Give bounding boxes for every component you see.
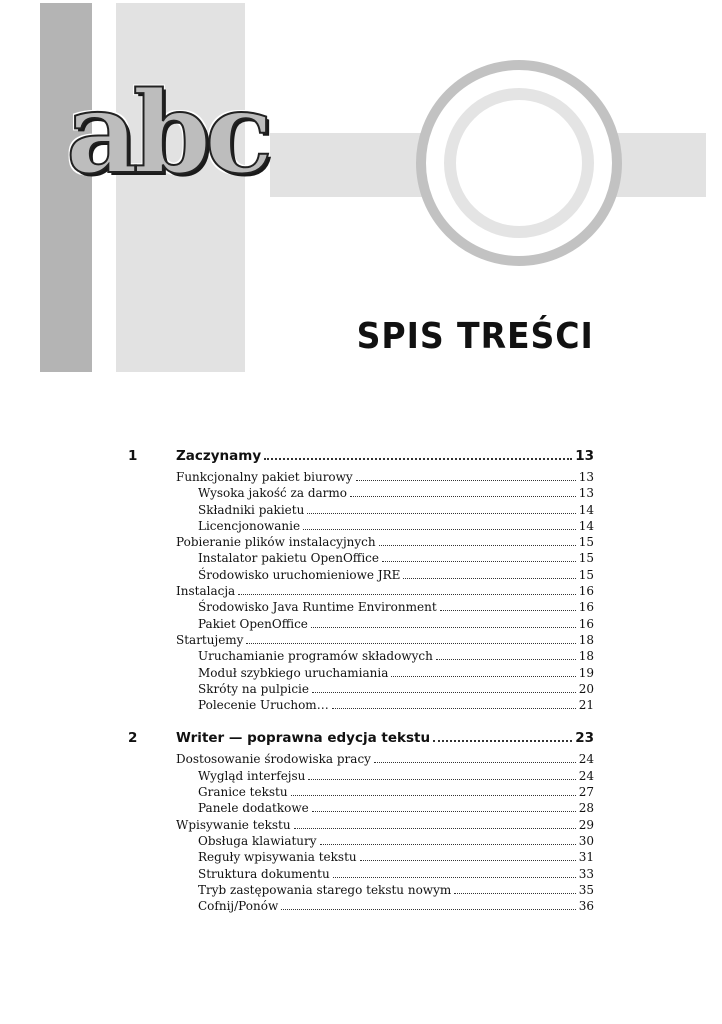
chapter-heading[interactable] <box>128 728 594 750</box>
entry-label: Środowisko uruchomieniowe JRE <box>198 567 401 582</box>
entry-label: Dostosowanie środowiska pracy <box>176 752 371 767</box>
entry-label: Polecenie Uruchom… <box>198 698 329 713</box>
entry-label: Wygląd interfejsu <box>198 768 306 783</box>
entry-label: Struktura dokumentu <box>198 866 330 881</box>
toc-subsection-entry[interactable] <box>128 568 594 584</box>
entry-label: Startujemy <box>176 632 244 647</box>
entry-label: Skróty na pulpicie <box>198 681 309 696</box>
dot-leader <box>303 529 576 530</box>
toc-subsection-entry[interactable] <box>128 503 594 519</box>
dot-leader <box>379 545 576 546</box>
dot-leader <box>382 561 576 562</box>
toc-subsection-entry[interactable] <box>128 519 594 535</box>
page-number: 30 <box>578 833 594 848</box>
page-number: 13 <box>578 486 594 501</box>
toc-subsection-entry[interactable] <box>128 850 594 866</box>
page-number: 28 <box>578 801 594 816</box>
chapter-title: Zaczynamy <box>176 448 262 464</box>
toc-section-entry[interactable] <box>128 470 594 486</box>
dot-leader <box>320 844 576 845</box>
toc-subsection-entry[interactable] <box>128 698 594 714</box>
page-number: 16 <box>578 616 594 631</box>
page-number: 15 <box>578 535 594 550</box>
dot-leader <box>312 811 576 812</box>
entry-label: Panele dodatkowe <box>198 801 309 816</box>
chapter-heading[interactable] <box>128 446 594 468</box>
toc-section-entry[interactable] <box>128 818 594 834</box>
entry-label: Granice tekstu <box>198 785 288 800</box>
dot-leader <box>333 877 576 878</box>
dot-leader <box>238 594 576 595</box>
entry-label: Cofnij/Ponów <box>198 899 279 914</box>
page-number: 18 <box>578 649 594 664</box>
toc-subsection-entry[interactable] <box>128 785 594 801</box>
entry-label: Moduł szybkiego uruchamiania <box>198 665 389 680</box>
page-number: 15 <box>578 551 594 566</box>
entry-label: Pobieranie plików instalacyjnych <box>176 535 376 550</box>
page-number: 14 <box>578 518 594 533</box>
dot-leader <box>308 779 575 780</box>
dot-leader <box>264 458 572 460</box>
dot-leader <box>281 909 576 910</box>
toc-subsection-entry[interactable] <box>128 834 594 850</box>
entry-label: Uruchamianie programów składowych <box>198 649 433 664</box>
dot-leader <box>291 795 576 796</box>
entry-label: Wpisywanie tekstu <box>176 817 291 832</box>
toc-subsection-entry[interactable] <box>128 617 594 633</box>
page-number: 13 <box>578 470 594 484</box>
dot-leader <box>360 860 576 861</box>
page-number: 18 <box>578 632 594 647</box>
chapter-title: Writer — poprawna edycja tekstu <box>176 730 431 747</box>
toc-subsection-entry[interactable] <box>128 666 594 682</box>
entry-label: Licencjonowanie <box>198 518 301 533</box>
dot-leader <box>433 740 572 742</box>
entry-label: Składniki pakietu <box>198 502 305 517</box>
page-number: 21 <box>578 698 594 713</box>
page-number: 24 <box>578 752 594 767</box>
decorative-ring-inner <box>444 88 594 238</box>
dot-leader <box>307 513 575 514</box>
page-number: 35 <box>578 882 594 897</box>
toc-section-entry[interactable] <box>128 584 594 600</box>
dot-leader <box>311 627 576 628</box>
toc-subsection-entry[interactable] <box>128 769 594 785</box>
toc-subsection-entry[interactable] <box>128 883 594 899</box>
page-number: 33 <box>578 866 594 881</box>
chapter-spacer <box>128 714 594 728</box>
entry-label: Instalacja <box>176 584 236 599</box>
toc-section-entry[interactable] <box>128 535 594 551</box>
chapter-number: 1 <box>128 448 138 464</box>
dot-leader <box>350 496 576 497</box>
toc-subsection-entry[interactable] <box>128 899 594 915</box>
toc-subsection-entry[interactable] <box>128 486 594 502</box>
page-number: 23 <box>575 730 594 747</box>
dot-leader <box>246 643 575 644</box>
dot-leader <box>403 578 575 579</box>
entry-label: Środowisko Java Runtime Environment <box>198 600 437 615</box>
chapter-number: 2 <box>128 730 138 747</box>
dot-leader <box>312 692 576 693</box>
page-number: 16 <box>578 600 594 615</box>
page-number: 16 <box>578 584 594 599</box>
dot-leader <box>332 708 576 709</box>
entry-label: Wysoka jakość za darmo <box>198 486 348 501</box>
page-number: 31 <box>578 850 594 865</box>
toc-subsection-entry[interactable] <box>128 551 594 567</box>
dot-leader <box>440 610 576 611</box>
toc-subsection-entry[interactable] <box>128 649 594 665</box>
dot-leader <box>294 828 576 829</box>
dot-leader <box>436 659 576 660</box>
entry-label: Funkcjonalny pakiet biurowy <box>176 470 353 484</box>
dot-leader <box>454 893 575 894</box>
page-number: 24 <box>578 768 594 783</box>
series-logo: abc <box>66 68 268 199</box>
page-title: SPIS TREŚCI <box>356 316 594 357</box>
page-number: 15 <box>578 567 594 582</box>
dot-leader <box>391 676 575 677</box>
entry-label: Instalator pakietu OpenOffice <box>198 551 379 566</box>
page-number: 14 <box>578 502 594 517</box>
toc-section-entry[interactable] <box>128 752 594 768</box>
page-number: 19 <box>578 665 594 680</box>
page-number: 27 <box>578 785 594 800</box>
page-number: 13 <box>575 448 594 464</box>
toc-subsection-entry[interactable] <box>128 867 594 883</box>
toc-subsection-entry[interactable] <box>128 600 594 616</box>
decorative-ring <box>416 60 622 266</box>
entry-label: Pakiet OpenOffice <box>198 616 308 631</box>
entry-label: Reguły wpisywania tekstu <box>198 850 357 865</box>
toc-section-entry[interactable] <box>128 633 594 649</box>
entry-label: Obsługa klawiatury <box>198 833 317 848</box>
dot-leader <box>374 762 576 763</box>
page-number: 36 <box>578 899 594 914</box>
table-of-contents <box>128 446 594 915</box>
toc-subsection-entry[interactable] <box>128 682 594 698</box>
dot-leader <box>356 480 576 481</box>
page-number: 29 <box>578 817 594 832</box>
toc-subsection-entry[interactable] <box>128 801 594 817</box>
entry-label: Tryb zastępowania starego tekstu nowym <box>198 882 452 897</box>
page-number: 20 <box>578 681 594 696</box>
